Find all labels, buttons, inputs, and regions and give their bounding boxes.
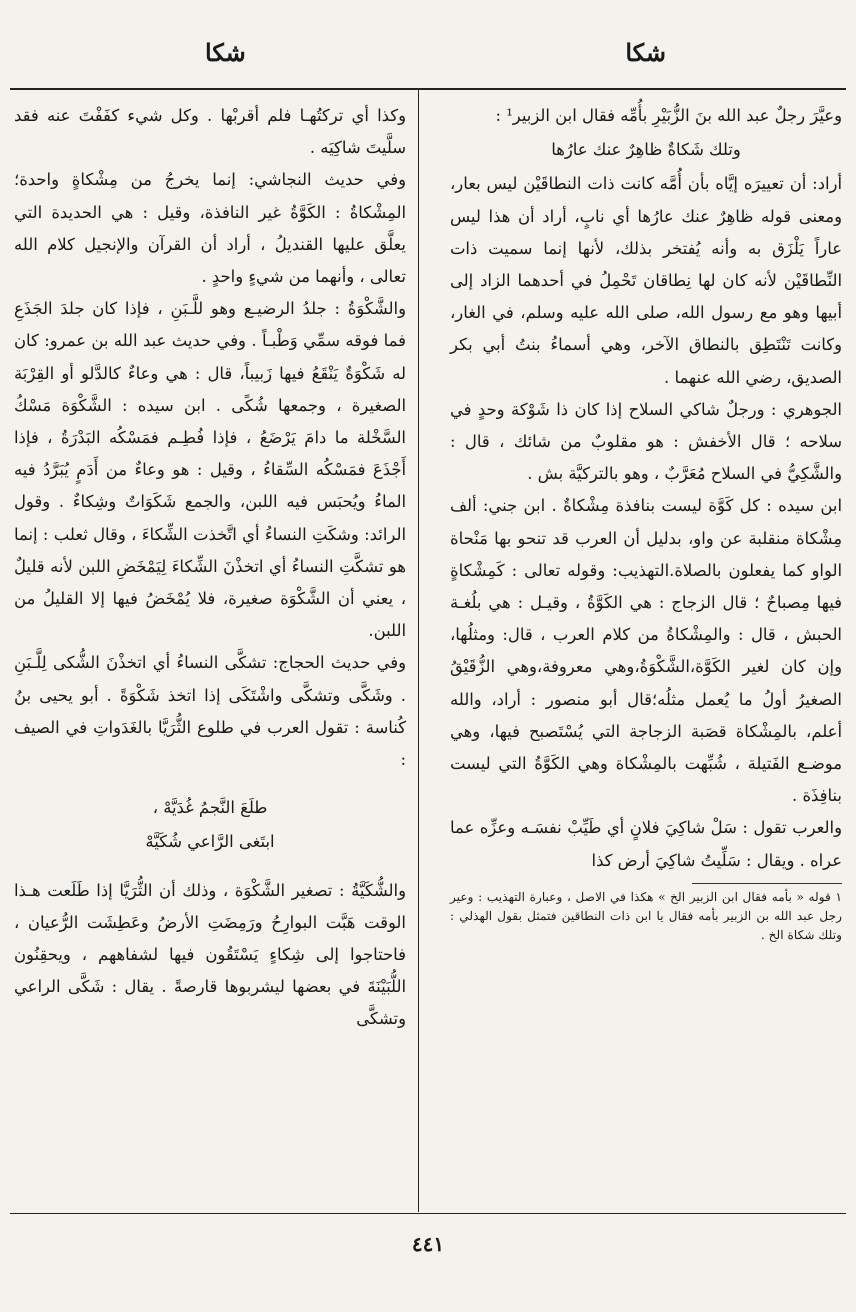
paragraph: وفي حديث النجاشي: إنما يخرجُ من مِشْكاةٍ واحدة؛ المِشْكاةُ : الكَوَّةُ غير النافذة، وقيل : هي الحديدة التي يعلَّق عليها القنديلُ ، أراد أن القرآن والإنجيل كلام الله تعالى ، وأنهما من شيءٍ واحدٍ .: [14, 170, 406, 287]
page-number: ٤٤١: [411, 1232, 445, 1256]
paragraph: والشَّكْوَةُ : جلدُ الرضيـع وهو للَّـبَنِ ، فإذا كان جلدَ الجَذَعِ فما فوقه سمِّي وَطْبـاً . وفي حديث عبد الله بن عمرو: كان له شَكْوَةٌ يَنْقَعُ فيها زَبيباً، قال : هي وعاءٌ كالدَّلو أو القِرْبَة الصغيرة ، وجمعها شُكًى . ابن سيده : الشَّكْوَة مَسْكُ السَّخْلة ما دامَ يَرْضَعُ ، فإذا فُطِـم فمَسْكُه البَدْرَةُ ، فإذا أَجْذَعَ فمَسْكُه السِّقاءُ ، وقيل : هو وعاءٌ من أَدَمٍ يُبَرَّدُ فيه الماءُ ويُحبَس فيه اللبن، والجمع شَكَوَاتٌ وشِكاءٌ . وقول الرائد: وشكَتِ النساءُ أي اتَّخذت الشِّكاءَ ، وقال ثعلب : إنما هو تشكَّتِ النساءُ أي اتخذْنَ الشِّكاءَ لِيَمْخَضِ اللبن لأنه قليلٌ ، يعني أن الشَّكْوَة صغيرة، فلا يُمْخَضُ فيها إلا القليلُ من اللبن.: [14, 299, 406, 641]
right-column: [450, 100, 842, 945]
paragraph: وكذا أي تركتُهـا فلم أقربْها . وكل شيء كفَفْتَ عنه فقد سلَّيتَ شاكِيَه .: [14, 106, 406, 158]
paragraph: وعيَّرَ رجلٌ عبد الله بنَ الزُّبَيْرِ بأُمِّه فقال ابن الزبير¹ :: [495, 106, 842, 125]
verse-line: ابتَغى الرَّاعي شُكَيَّهْ: [145, 832, 275, 852]
paragraph: الجوهري : ورجلٌ شاكي السلاح إذا كان ذا شَوْكة وحدٍ في سلاحه ؛ قال الأخفش : هو مقلوبٌ من شائك ، قال : والشَّكِيُّ في السلاح مُعَرَّبٌ ، وهو بالتركيَّة بش .: [450, 399, 842, 484]
footer-rule: [10, 1213, 846, 1214]
verse-spacer: [14, 861, 406, 875]
left-column: [14, 100, 406, 1036]
running-header-left: شكا: [205, 38, 246, 67]
footnote: ١ قوله « بأمه فقال ابن الزبير الخ » هكذا في الاصل ، وعبارة التهذيب : وعير رجل عبد الله بن الزبير بأمه فقال يا ابن ذات النطاقين فتمثل بقول الهذلي : وتلك شكاة الخ .: [450, 889, 842, 942]
paragraph: ابن سيده : كل كَوَّة ليست بنافذة مِشْكاةٌ . ابن جني: ألف مِشْكاة منقلبة عن واو، بدليل أن العرب قد تنحو بها مَنْحاة الواو كما يفعلون بالصلاة.التهذيب: وقوله تعالى : كَمِشْكاةٍ فيها مِصباحٌ ؛ قال الزجاج : هي الكَوَّةُ ، وقيـل : هي بلُغـة الحبش ، قال : والمِشْكاةُ من كلام العرب ، قال: ومثلُها، وإن كان لغير الكَوَّة،الشَّكْوَةُ،وهي معروفة،وهي الزُّقَيْقُ الصغيرُ أولُ ما يُعمل مثلُه؛قال أبو منصور : أراد، والله أعلم، بالمِشْكاة قصَبة الزجاجة التي يُسْتَصبح فيها، وهي موضـع الفَتيلة ، شُبِّهت بالمِشْكاة وهي الكَوَّةُ التي ليست بنافِذَة .: [450, 496, 842, 806]
verse-line: وتلك شَكاةٌ ظاهِرٌ عنك عارُها: [551, 140, 741, 160]
paragraph: وفي حديث الحجاج: تشكَّى النساءُ أي اتخذْنَ الشُّكى لِلَّـبَنِ . وشَكَّى وتشكَّى واشْتَكَى إذا اتخذ شَكْوَةً . أبو يحيى بنُ كُناسة : تقول العرب في طلوع الثُّرَيَّا بالغَدَواتِ في الصيف :: [14, 653, 406, 770]
running-header-right: شكا: [625, 38, 666, 67]
verse-line: طلَعَ النَّجمُ غُدَيَّهْ ،: [152, 798, 268, 818]
verse-spacer: [14, 776, 406, 790]
header-rule: [10, 88, 846, 90]
paragraph: والعرب تقول : سَلْ شاكِيَ فلانٍ أي طَيِّبْ نفسَـه وعزِّه عما عراه . ويقال : سَلِّيتُ شاكِيَ أرض كذا: [450, 818, 842, 870]
column-divider: [418, 90, 419, 1212]
paragraph: أراد: أن تعييرَه إيَّاه بأن أُمَّه كانت ذات النطاقَيْن ليس بعار، ومعنى قوله ظاهِرٌ عنك عارُها أي نابٍ، أراد أن هذا ليس عاراً يَلْزَق به وأنه يُفتخر بذلك، لأنها إنما سميت ذات النِّطاقَيْن لأنه كان لها نِطاقان تَحْمِلُ في أحدهما الزاد إلى أبيها وهو مع رسول الله، صلى الله عليه وسلم، في الغار، وكانت تَنْتَطِق بالنطاق الآخر، وهي أسماءُ بنتُ أبي بكر الصديق، رضي الله عنهما .: [450, 174, 842, 387]
paragraph: والشُّكَيَّةُ : تصغير الشَّكْوَة ، وذلك أن الثُّرَيَّا إذا طَلَعت هـذا الوقت هَبَّت البوارِحُ ورَمِضَتِ الأرضُ وعَطِشَت الرُّعيان ، فاحتاجوا إلى شِكاءٍ يَسْتَقُون فيها لشفاههم ، ويحقِنُون اللُّبَيْنَةَ في بعضها ليشربوها قارصةً . يقال : شَكَّى الراعي وتشكَّى: [14, 880, 406, 1029]
footnote-rule: [692, 883, 842, 884]
